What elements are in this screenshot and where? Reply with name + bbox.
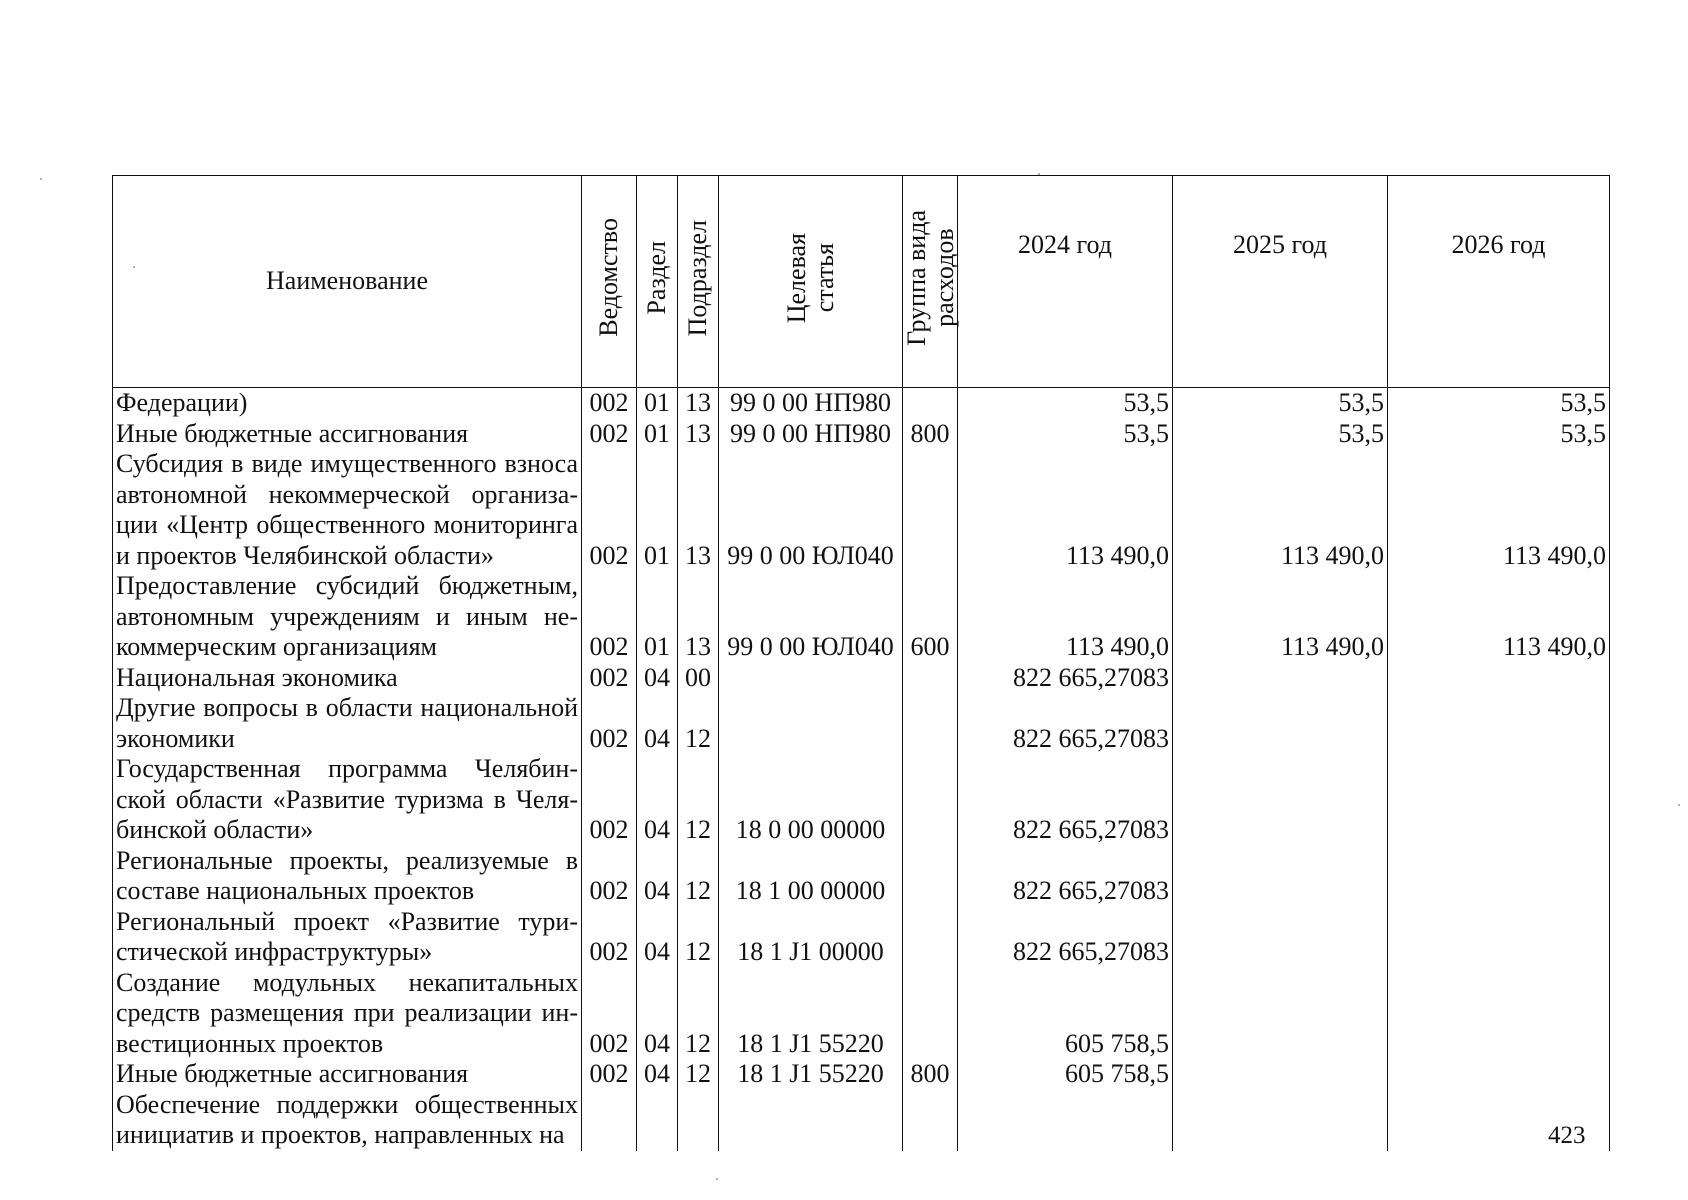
cell-gruppa-vida-rashodov (903, 968, 958, 1060)
cell-2026 (1388, 968, 1610, 1060)
cell-celevaya-statya: 99 0 00 ЮЛ040 (719, 449, 903, 571)
table-header-row (113, 176, 1610, 388)
cell-2025 (1173, 968, 1388, 1060)
name-line: Национальная экономика (116, 662, 398, 692)
cell-2024: 113 490,0 (958, 449, 1173, 571)
cell-name (113, 968, 582, 1060)
name-line: Создание модульных некапитальных (116, 967, 578, 997)
name-line: инициатив и проектов, направленных на (116, 1120, 565, 1149)
cell-gruppa-vida-rashodov (903, 846, 958, 907)
cell-2024 (958, 1090, 1173, 1151)
cell-razdel: 04 (637, 1059, 678, 1090)
cell-2025 (1173, 907, 1388, 968)
cell-razdel: 01 (637, 449, 678, 571)
cell-2024: 822 665,27083 (958, 846, 1173, 907)
name-line: экономики (116, 723, 235, 753)
cell-2026: 113 490,0 (1388, 449, 1610, 571)
cell-podrazdel: 00 (678, 663, 719, 694)
header-gruppa-vida-rashodov: Группа вида расходов (903, 176, 958, 388)
cell-gruppa-vida-rashodov (903, 693, 958, 754)
name-line: Иные бюджетные ассигнования (116, 418, 469, 448)
name-line: Субсидия в виде имущественного взноса (116, 449, 578, 478)
table-row (113, 968, 1610, 1060)
cell-name (113, 846, 582, 907)
cell-2025 (1173, 846, 1388, 907)
header-vedomstvo: Ведомство (582, 176, 637, 388)
cell-vedomstvo: 002 (582, 571, 637, 663)
cell-2024: 822 665,27083 (958, 663, 1173, 694)
cell-2025 (1173, 663, 1388, 694)
header-2025: 2025 год (1173, 176, 1388, 388)
scan-speck (1038, 173, 1040, 175)
name-line: Региональный проект «Развитие тури- (116, 906, 578, 936)
cell-podrazdel (678, 1090, 719, 1151)
cell-2026: 53,5 (1388, 388, 1610, 419)
name-line: Другие вопросы в области национальной (116, 693, 578, 722)
cell-celevaya-statya: 18 1 J1 00000 (719, 907, 903, 968)
cell-celevaya-statya: 99 0 00 ЮЛ040 (719, 571, 903, 663)
cell-2026 (1388, 846, 1610, 907)
name-line: стической инфраструктуры» (116, 937, 433, 966)
name-line: автономным учреждениям и иным не- (116, 601, 578, 631)
cell-vedomstvo: 002 (582, 419, 637, 450)
cell-gruppa-vida-rashodov (903, 754, 958, 846)
cell-name (113, 1090, 582, 1151)
cell-2025 (1173, 1059, 1388, 1090)
name-line: Иные бюджетные ассигнования (116, 1059, 469, 1088)
cell-podrazdel: 12 (678, 1059, 719, 1090)
cell-2024: 822 665,27083 (958, 907, 1173, 968)
cell-celevaya-statya: 18 1 00 00000 (719, 846, 903, 907)
table-row (113, 571, 1610, 663)
cell-podrazdel: 13 (678, 419, 719, 450)
table-row (113, 419, 1610, 450)
cell-2024: 822 665,27083 (958, 693, 1173, 754)
cell-razdel: 01 (637, 388, 678, 419)
cell-razdel: 04 (637, 754, 678, 846)
name-line: автономной некоммерческой организа- (116, 479, 578, 509)
cell-2025 (1173, 754, 1388, 846)
cell-podrazdel: 12 (678, 968, 719, 1060)
header-podrazdel: Подраздел (678, 176, 719, 388)
table-row (113, 388, 1610, 419)
cell-vedomstvo: 002 (582, 693, 637, 754)
cell-2025 (1173, 693, 1388, 754)
cell-podrazdel: 12 (678, 693, 719, 754)
cell-vedomstvo: 002 (582, 1059, 637, 1090)
name-line: и проектов Челябинской области» (116, 540, 494, 570)
cell-celevaya-statya: 18 1 J1 55220 (719, 1059, 903, 1090)
cell-razdel: 04 (637, 846, 678, 907)
table-row (113, 1090, 1610, 1151)
scan-speck (133, 266, 135, 268)
cell-gruppa-vida-rashodov: 600 (903, 571, 958, 663)
table-row (113, 449, 1610, 571)
cell-celevaya-statya: 18 0 00 00000 (719, 754, 903, 846)
table-row (113, 754, 1610, 846)
header-razdel: Раздел (637, 176, 678, 388)
table-row (113, 663, 1610, 694)
cell-name (113, 693, 582, 754)
cell-celevaya-statya (719, 663, 903, 694)
cell-podrazdel: 13 (678, 571, 719, 663)
name-line: ской области «Развитие туризма в Челя- (116, 784, 578, 814)
cell-razdel: 01 (637, 571, 678, 663)
header-2026: 2026 год (1388, 176, 1610, 388)
cell-2025: 113 490,0 (1173, 571, 1388, 663)
name-line: Предоставление субсидий бюджетным, (116, 571, 578, 600)
name-line: средств размещения при реализации ин- (116, 998, 578, 1027)
cell-gruppa-vida-rashodov (903, 388, 958, 419)
cell-podrazdel: 12 (678, 907, 719, 968)
cell-2024: 822 665,27083 (958, 754, 1173, 846)
cell-2024: 53,5 (958, 388, 1173, 419)
header-name: Наименование (113, 176, 582, 388)
cell-gruppa-vida-rashodov: 800 (903, 1059, 958, 1090)
scan-speck (1678, 804, 1680, 806)
cell-podrazdel: 13 (678, 449, 719, 571)
cell-podrazdel: 12 (678, 846, 719, 907)
name-line: Федерации) (116, 388, 248, 417)
header-celevaya-statya: Целевая статья (719, 176, 903, 388)
cell-name (113, 449, 582, 571)
cell-2025: 53,5 (1173, 419, 1388, 450)
cell-2025: 113 490,0 (1173, 449, 1388, 571)
cell-vedomstvo: 002 (582, 907, 637, 968)
cell-gruppa-vida-rashodov (903, 907, 958, 968)
name-line: вестиционных проектов (116, 1028, 384, 1058)
cell-2024: 113 490,0 (958, 571, 1173, 663)
cell-name (113, 571, 582, 663)
cell-vedomstvo: 002 (582, 968, 637, 1060)
table-row (113, 693, 1610, 754)
table-row (113, 1059, 1610, 1090)
cell-razdel (637, 1090, 678, 1151)
table-row (113, 907, 1610, 968)
cell-2025: 53,5 (1173, 388, 1388, 419)
cell-razdel: 04 (637, 693, 678, 754)
name-line: коммерческим организациям (116, 632, 438, 661)
cell-vedomstvo: 002 (582, 388, 637, 419)
name-line: составе национальных проектов (116, 876, 475, 905)
cell-2026 (1388, 663, 1610, 694)
cell-2024: 605 758,5 (958, 1059, 1173, 1090)
cell-razdel: 01 (637, 419, 678, 450)
cell-celevaya-statya (719, 693, 903, 754)
cell-gruppa-vida-rashodov (903, 1090, 958, 1151)
cell-vedomstvo: 002 (582, 846, 637, 907)
cell-2026 (1388, 1059, 1610, 1090)
cell-vedomstvo (582, 1090, 637, 1151)
cell-2026 (1388, 754, 1610, 846)
cell-celevaya-statya (719, 1090, 903, 1151)
cell-gruppa-vida-rashodov (903, 663, 958, 694)
budget-table (112, 175, 1610, 1151)
cell-gruppa-vida-rashodov: 800 (903, 419, 958, 450)
scan-speck (40, 178, 42, 180)
table-body (113, 388, 1610, 1151)
cell-2025 (1173, 1090, 1388, 1151)
name-line: Обеспечение поддержки общественных (116, 1089, 578, 1119)
cell-celevaya-statya: 99 0 00 НП980 (719, 388, 903, 419)
cell-vedomstvo: 002 (582, 754, 637, 846)
cell-name (113, 1059, 582, 1090)
cell-razdel: 04 (637, 663, 678, 694)
cell-name (113, 754, 582, 846)
cell-celevaya-statya: 99 0 00 НП980 (719, 419, 903, 450)
header-2024: 2024 год (958, 176, 1173, 388)
page-number: 423 (1548, 1122, 1586, 1149)
cell-razdel: 04 (637, 907, 678, 968)
name-line: ции «Центр общественного мониторинга (116, 510, 578, 539)
cell-2026 (1388, 907, 1610, 968)
scan-speck (716, 1178, 718, 1180)
cell-razdel: 04 (637, 968, 678, 1060)
table-row (113, 846, 1610, 907)
name-line: бинской области» (116, 815, 314, 844)
name-line: Государственная программа Челябин- (116, 754, 578, 783)
cell-gruppa-vida-rashodov (903, 449, 958, 571)
cell-name (113, 907, 582, 968)
cell-name (113, 663, 582, 694)
name-line: Региональные проекты, реализуемые в (116, 845, 578, 875)
cell-vedomstvo: 002 (582, 663, 637, 694)
cell-name (113, 419, 582, 450)
cell-podrazdel: 12 (678, 754, 719, 846)
cell-name (113, 388, 582, 419)
cell-2026 (1388, 693, 1610, 754)
cell-vedomstvo: 002 (582, 449, 637, 571)
cell-2024: 605 758,5 (958, 968, 1173, 1060)
cell-podrazdel: 13 (678, 388, 719, 419)
cell-2026: 113 490,0 (1388, 571, 1610, 663)
cell-2026: 53,5 (1388, 419, 1610, 450)
cell-celevaya-statya: 18 1 J1 55220 (719, 968, 903, 1060)
cell-2024: 53,5 (958, 419, 1173, 450)
